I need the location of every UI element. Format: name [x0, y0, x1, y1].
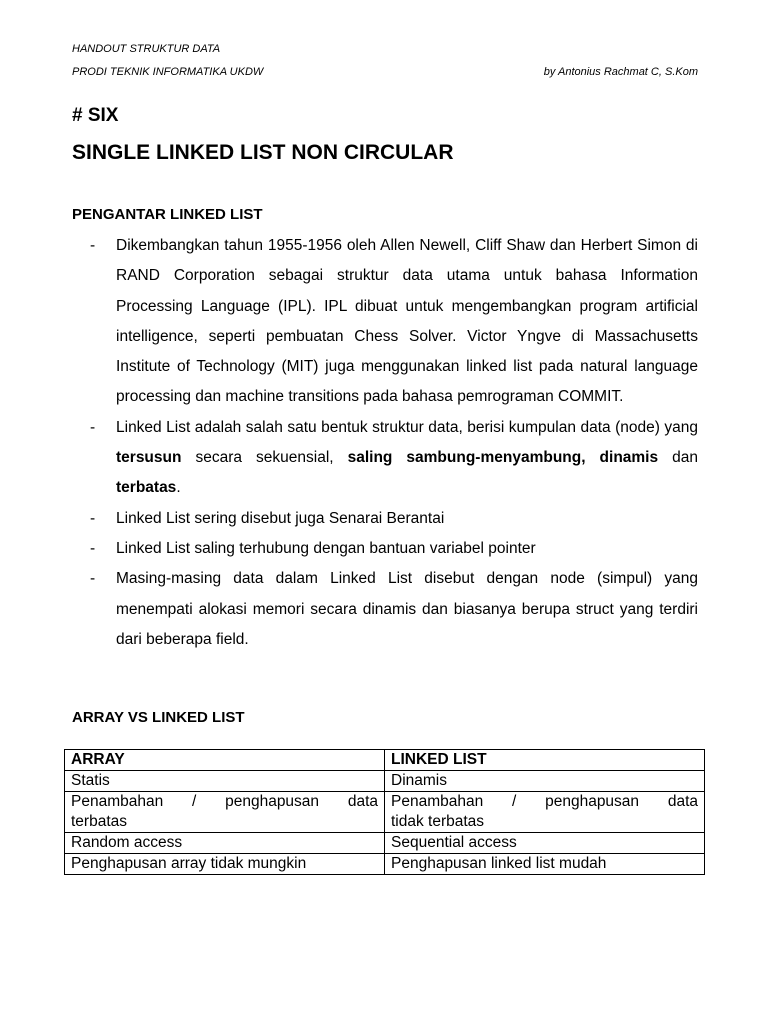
section-heading-comparison: ARRAY VS LINKED LIST	[72, 709, 245, 726]
bullet-text: Linked List saling terhubung dengan bantuan variabel pointer	[116, 539, 536, 557]
column-header-array: ARRAY	[65, 750, 385, 771]
bullet-text: dan	[658, 449, 699, 467]
chapter-number: # SIX	[72, 105, 119, 126]
section-heading-intro: PENGANTAR LINKED LIST	[72, 206, 263, 223]
table-cell	[65, 792, 385, 833]
bold-text: saling sambung-menyambung, dinamis	[347, 449, 659, 467]
header-program: PRODI TEKNIK INFORMATIKA UKDW	[72, 66, 264, 78]
column-header-linked-list: LINKED LIST	[385, 750, 705, 771]
list-item	[72, 504, 698, 534]
table-header-row	[65, 750, 705, 771]
list-item	[72, 231, 698, 413]
list-item	[72, 413, 698, 504]
header-author: by Antonius Rachmat C, S.Kom	[543, 66, 698, 78]
cell-line: tidak terbatas	[391, 813, 485, 830]
table-cell: Random access	[65, 833, 385, 854]
bullet-dash: -	[90, 570, 96, 588]
cell-line: Penambahan / penghapusan data	[391, 793, 698, 810]
table-row	[65, 792, 705, 833]
bullet-text: .	[176, 479, 181, 497]
table-row	[65, 833, 705, 854]
table-cell: Penghapusan linked list mudah	[385, 854, 705, 875]
intro-bullet-list	[72, 231, 698, 655]
bullet-dash: -	[90, 509, 96, 527]
table-row	[65, 771, 705, 792]
bullet-text: Linked List adalah salah satu bentuk struktur data, berisi kumpulan data (node) yang	[116, 418, 698, 436]
cell-line: Penambahan / penghapusan data	[71, 793, 378, 810]
comparison-table	[64, 749, 705, 875]
list-item	[72, 534, 698, 564]
bullet-dash: -	[90, 418, 96, 436]
table-row	[65, 854, 705, 875]
bullet-text: secara sekuensial,	[181, 449, 348, 467]
bullet-dash: -	[90, 237, 96, 254]
bullet-dash: -	[90, 539, 96, 557]
table-cell: Dinamis	[385, 771, 705, 792]
bullet-text: Linked List sering disebut juga Senarai Berantai	[116, 509, 445, 527]
bold-text: tersusun	[116, 449, 182, 467]
table-cell: Statis	[65, 771, 385, 792]
table-cell: Penghapusan array tidak mungkin	[65, 854, 385, 875]
header-course: HANDOUT STRUKTUR DATA	[72, 43, 221, 55]
bold-text: terbatas	[116, 479, 177, 497]
bullet-text: Masing-masing data dalam Linked List disebut dengan node (simpul) yang menempati alokasi memori secara dinamis dan biasanya berupa struct yang terdiri dari beberapa field.	[116, 570, 698, 648]
table-cell: Sequential access	[385, 833, 705, 854]
table-cell	[385, 792, 705, 833]
bullet-text: Dikembangkan tahun 1955-1956 oleh Allen Newell, Cliff Shaw dan Herbert Simon di RAND Corporation sebagai struktur data utama untuk bahasa Information Processing Language (IPL). IPL dibuat untuk mengembangkan program artificial intelligence, seperti pembuatan Chess Solver. Victor Yngve di Massachusetts Institute of Technology (MIT) juga menggunakan linked list pada natural language processing dan machine transitions pada bahasa pemrograman COMMIT.	[116, 237, 698, 406]
cell-line: terbatas	[71, 813, 128, 830]
list-item	[72, 564, 698, 655]
page-title: SINGLE LINKED LIST NON CIRCULAR	[72, 141, 454, 164]
